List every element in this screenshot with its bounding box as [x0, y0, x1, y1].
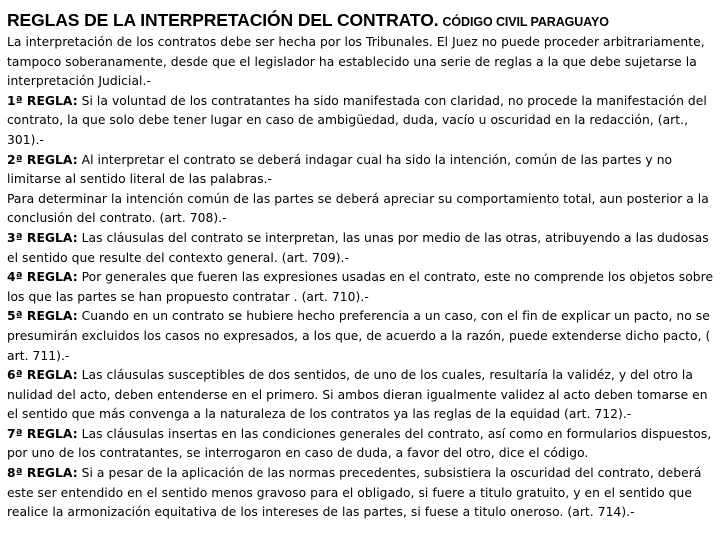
rule-8-text: Si a pesar de la aplicación de las normas precedentes, subsistiera la oscuridad del contrato, deberá este ser entendido en el sentido menos gravoso para el obligado, si fuere a titulo gratuito, y en el sentido que realice la armonización equitativa de los intereses de las partes, si fuese a titulo oneroso. (art. 714).-: [7, 466, 702, 520]
document-page: [7, 0, 717, 540]
rule-3-label: 3ª REGLA:: [7, 230, 78, 245]
rule-7-paragraph: [7, 425, 717, 464]
rule-2-extra-paragraph: Para determinar la intención común de las partes se deberá apreciar su comportamiento total, aun posterior a la conclusión del contrato. (art. 708).-: [7, 191, 709, 226]
rule-3-text: Las cláusulas del contrato se interpretan, las unas por medio de las otras, atribuyendo a las dudosas el sentido que resulte del contexto general. (art. 709).-: [7, 230, 709, 265]
rule-3-paragraph: [7, 229, 717, 268]
rule-1-text: Si la voluntad de los contratantes ha sido manifestada con claridad, no procede la manifestación del contrato, la que solo debe tener lugar en caso de ambigüedad, duda, vacío u oscuridad en la redacción, (art., 301).-: [7, 93, 707, 147]
rule-5-label: 5ª REGLA:: [7, 309, 78, 324]
rule-4-label: 4ª REGLA:: [7, 270, 78, 285]
rule-1-label: 1ª REGLA:: [7, 93, 78, 108]
rule-6-paragraph: [7, 366, 717, 425]
rule-5-text: Cuando en un contrato se hubiere hecho preferencia a un caso, con el fin de explicar un pacto, no se presumirán excluidos los casos no expresados, a los que, de acuerdo a la razón, puede extenderse dicho pacto, ( art. 711).-: [7, 309, 711, 363]
rule-5-paragraph: [7, 307, 717, 366]
rule-2-label: 2ª REGLA:: [7, 152, 78, 167]
rule-8-label: 8ª REGLA:: [7, 466, 78, 481]
rule-2-text: Al interpretar el contrato se deberá indagar cual ha sido la intención, común de las partes y no limitarse al sentido literal de las palabras.-: [7, 152, 673, 187]
intro-paragraph: La interpretación de los contratos debe ser hecha por los Tribunales. El Juez no puede proceder arbitrariamente, tampoco soberanamente, desde que el legislador ha establecido una serie de reglas a la que debe sujetarse la interpretación Judicial.-: [7, 35, 705, 89]
rule-8-paragraph: [7, 464, 717, 523]
title-main: REGLAS DE LA INTERPRETACIÓN DEL CONTRATO.: [7, 10, 439, 30]
document-body: [7, 33, 717, 523]
rule-6-text: Las cláusulas susceptibles de dos sentidos, de uno de los cuales, resultaría la validéz, y del otro la nulidad del acto, deben entenderse en el primero. Si ambos dieran igualmente validez al acto deben tomarse en el sentido que más convenga a la naturaleza de los contratos ya las reglas de la equidad (art. 712).-: [7, 368, 708, 422]
rule-1-paragraph: [7, 92, 717, 151]
rule-7-label: 7ª REGLA:: [7, 426, 78, 441]
rule-4-paragraph: [7, 268, 717, 307]
rule-6-label: 6ª REGLA:: [7, 368, 78, 383]
rule-7-text: Las cláusulas insertas en las condiciones generales del contrato, así como en formularios dispuestos, por uno de los contratantes, se interrogaron en caso de duda, a favor del otro, dice el código.: [7, 426, 712, 461]
page-title: [7, 0, 717, 33]
title-subtitle: CÓDIGO CIVIL PARAGUAYO: [442, 15, 609, 29]
rule-4-text: Por generales que fueren las expresiones usadas en el contrato, este no comprende los objetos sobre los que las partes se han propuesto contratar . (art. 710).-: [7, 270, 714, 304]
rule-2-paragraph: [7, 151, 717, 190]
